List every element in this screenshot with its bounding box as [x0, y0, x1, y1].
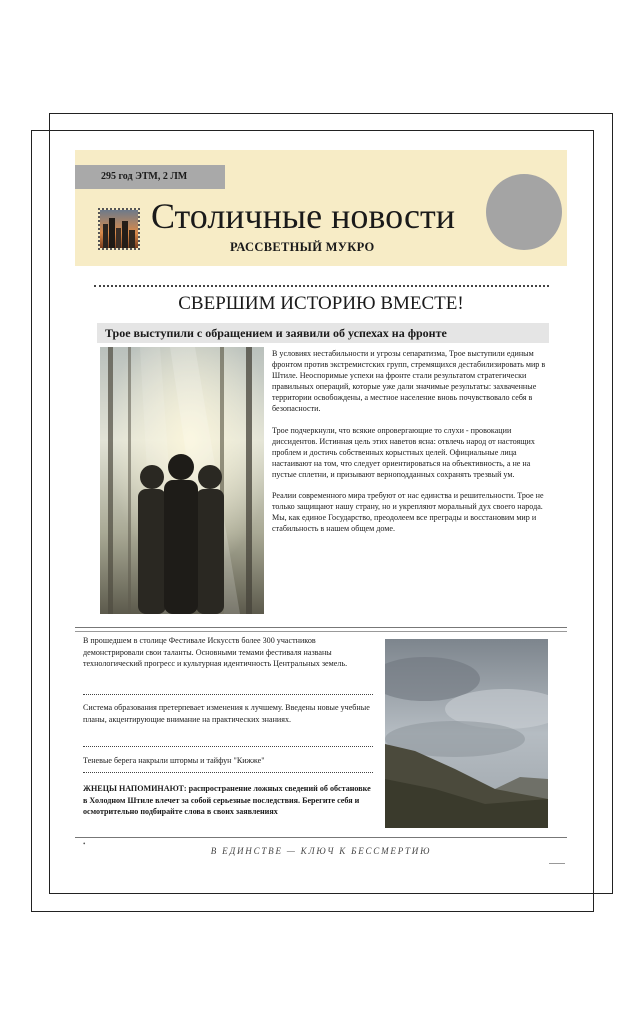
reminder-text: распространение ложных сведений об обстановке в Холодном Штиле влечет за собой серьезные последствия. Берегите себя и осмотрительно подбирайте слова в своих заявлениях: [83, 784, 371, 817]
brief-weather: Теневые берега накрыли штормы и тайфун "Кижже": [83, 756, 265, 765]
main-headline: СВЕРШИМ ИСТОРИЮ ВМЕСТЕ!: [178, 293, 464, 314]
dotted-divider: [83, 772, 373, 773]
brief-festival: В прошедшем в столице Фестивале Искусств более 300 участников демонстрировали свои таланты. Основными темами фестиваля названы технологический прогресс и культурная идентичность Центральных земель.: [83, 636, 348, 669]
footer-dash: [549, 863, 565, 864]
masthead-photo: [98, 208, 140, 250]
side-photo: [385, 639, 548, 828]
main-article-body: [272, 348, 550, 544]
dotted-divider: [83, 746, 373, 747]
article-paragraph: Реалии современного мира требуют от нас единства и решительности. Трое не только защищают нашу страну, но и укрепляют моральный дух своего народа. Мы, как единое Государство, преодолеем все преграды и восстановим мир и стабильность в нашем общем доме.: [272, 491, 544, 534]
article-paragraph: Трое подчеркнули, что всякие опровергающие то слухи - провокации диссидентов. Истинная цель этих наветов ясна: отвлечь народ от настоящих проблем и достичь собственных корыстных целей. Официальные лица настаивают на том, что следует ориентироваться на объективность, а не на пустые сплетни, и призывают верноподданных сохранять трезвый ум.: [272, 425, 535, 479]
lead-photo: [100, 347, 264, 614]
brief-reminder: [83, 783, 373, 818]
reminder-label: ЖНЕЦЫ НАПОМИНАЮТ:: [83, 784, 187, 793]
brief-education: Система образования претерпевает изменения к лучшему. Введены новые учебные планы, акцентирующие внимание на практических знаниях.: [83, 703, 370, 724]
section-divider: [75, 837, 567, 838]
section-divider: [75, 631, 567, 632]
emblem-placeholder: [486, 174, 562, 250]
article-paragraph: В условиях нестабильности и угрозы сепаратизма, Трое выступили единым фронтом против экстремистских групп, стремящихся дестабилизировать мир в Штиле. Неоспоримые успехи на фронте стали результатом стратегически правильных операций, которые уже дали значимые результаты: захваченные территории освобождены, а местное население вновь почувствовало себя в безопасности.: [272, 349, 546, 414]
section-divider: [75, 627, 567, 628]
footer-mark: •: [83, 840, 86, 848]
dotted-divider: [83, 694, 373, 695]
newspaper-subtitle: РАССВЕТНЫЙ МУКРО: [230, 240, 375, 254]
newspaper-title: Столичные новости: [151, 196, 455, 236]
masthead: [75, 150, 567, 266]
footer-motto: В ЕДИНСТВЕ — КЛЮЧ К БЕССМЕРТИЮ: [210, 846, 432, 856]
newspaper-page: [75, 150, 567, 865]
dotted-divider: [94, 285, 549, 287]
issue-date: 295 год ЭТМ, 2 ЛМ: [75, 165, 225, 189]
main-subheadline: Трое выступили с обращением и заявили об успехах на фронте: [97, 323, 549, 343]
